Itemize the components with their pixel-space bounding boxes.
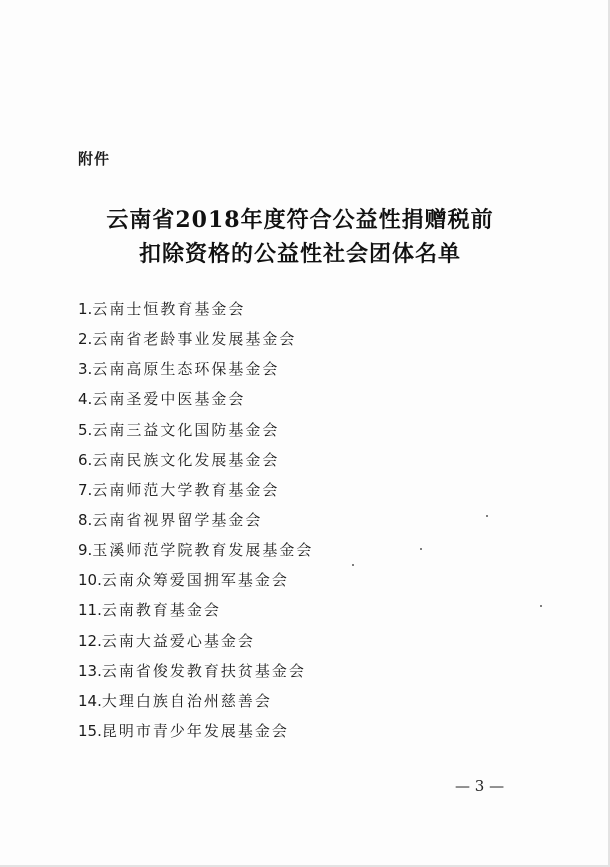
organization-name: 云南众筹爱国拥军基金会: [101, 571, 289, 590]
organization-name: 云南圣爱中医基金会: [92, 390, 246, 409]
list-item: [78, 598, 313, 628]
item-number: 12.: [78, 631, 102, 650]
item-number: 10.: [78, 571, 102, 590]
organization-name: 玉溪师范学院教育发展基金会: [92, 541, 314, 560]
item-number: 15.: [78, 721, 102, 740]
list-item: [78, 478, 313, 508]
scan-speck: [540, 605, 542, 607]
organization-name: 云南省俊发教育扶贫基金会: [101, 661, 306, 680]
list-item: [78, 357, 313, 387]
list-item: [78, 629, 313, 659]
item-number: 14.: [78, 691, 102, 710]
item-number: 6.: [78, 450, 93, 469]
item-number: 8.: [78, 510, 93, 529]
page-number: — 3 —: [455, 777, 505, 795]
organization-name: 大理白族自治州慈善会: [101, 691, 272, 710]
organization-name: 云南士恒教育基金会: [92, 300, 246, 318]
scan-speck: [352, 564, 354, 566]
item-number: 7.: [78, 480, 93, 499]
document-title-line-2: 扣除资格的公益性社会团体名单: [138, 241, 461, 267]
item-number: 3.: [78, 360, 93, 379]
list-item: [78, 568, 313, 598]
list-item: [78, 659, 313, 689]
list-item: [78, 327, 313, 357]
organization-name: 云南高原生态环保基金会: [92, 360, 280, 379]
organization-name: 云南教育基金会: [101, 601, 221, 620]
item-number: 1.: [78, 300, 93, 318]
organization-name: 云南省老龄事业发展基金会: [92, 330, 297, 349]
item-number: 4.: [78, 390, 93, 409]
item-number: 11.: [78, 601, 102, 620]
organization-name: 云南师范大学教育基金会: [92, 480, 280, 499]
list-item: [78, 418, 313, 448]
item-number: 2.: [78, 330, 93, 349]
organization-name: 云南三益文化国防基金会: [92, 420, 280, 439]
scan-speck: [420, 548, 422, 550]
list-item: [78, 719, 313, 749]
item-number: 13.: [78, 661, 102, 680]
document-title-line-1: 云南省2018年度符合公益性捐赠税前: [106, 207, 494, 233]
organization-name: 云南省视界留学基金会: [92, 510, 263, 529]
item-number: 5.: [78, 420, 93, 439]
scan-speck: [486, 515, 488, 517]
organization-list: [78, 297, 313, 749]
organization-name: 云南民族文化发展基金会: [92, 450, 280, 469]
attachment-label: 附件: [78, 150, 111, 168]
list-item: [78, 387, 313, 417]
item-number: 9.: [78, 541, 93, 560]
list-item: [78, 508, 313, 538]
list-item: [78, 689, 313, 719]
organization-name: 昆明市青少年发展基金会: [101, 721, 289, 740]
list-item: [78, 538, 313, 568]
organization-name: 云南大益爱心基金会: [101, 631, 255, 650]
list-item: [78, 448, 313, 478]
list-item: [78, 297, 313, 327]
